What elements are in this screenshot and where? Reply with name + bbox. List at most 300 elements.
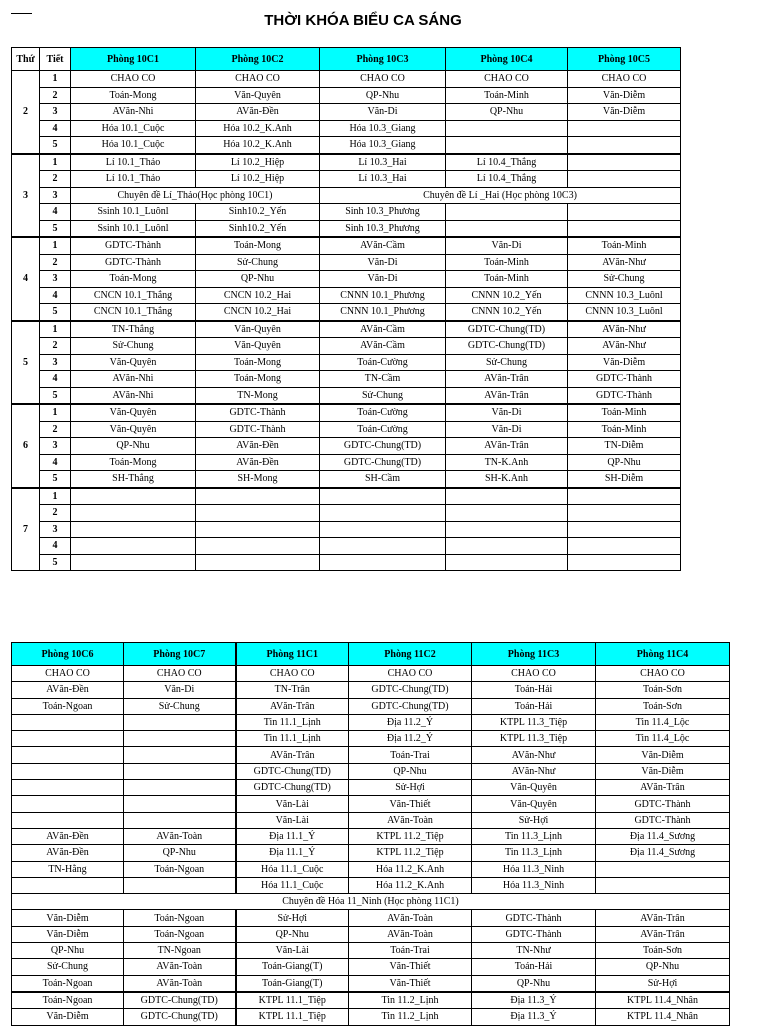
day-cell: 6 bbox=[12, 404, 40, 488]
table-row bbox=[12, 975, 730, 992]
schedule-cell: KTPL 11.4_Nhân bbox=[596, 1009, 730, 1025]
schedule-cell: CHAO CO bbox=[349, 666, 472, 682]
schedule-cell: Toán-Minh bbox=[446, 254, 568, 271]
schedule-cell: Ssinh 10.1_Luônl bbox=[71, 220, 196, 237]
schedule-cell: QP-Nhu bbox=[71, 438, 196, 455]
schedule-cell bbox=[124, 796, 236, 812]
schedule-cell: AVăn-Trân bbox=[596, 926, 730, 942]
schedule-cell: QP-Nhu bbox=[349, 763, 472, 779]
table-row bbox=[12, 861, 730, 877]
schedule-cell: GDTC-Chung(TD) bbox=[446, 321, 568, 338]
schedule-cell: AVăn-Như bbox=[472, 763, 596, 779]
period-cell: 2 bbox=[40, 338, 71, 355]
table-row bbox=[12, 521, 681, 538]
table-row bbox=[12, 731, 730, 747]
header-room: Phòng 10C6 bbox=[12, 643, 124, 666]
schedule-cell bbox=[12, 731, 124, 747]
schedule-cell: Lí 10.1_Thảo bbox=[71, 154, 196, 171]
schedule-cell: Toán-Minh bbox=[568, 421, 681, 438]
schedule-cell bbox=[196, 488, 320, 505]
schedule-cell: Tin 11.2_Lịnh bbox=[349, 1009, 472, 1025]
table-row bbox=[12, 371, 681, 388]
schedule-cell: Toán-Trai bbox=[349, 943, 472, 959]
day-cell: 7 bbox=[12, 488, 40, 571]
period-cell: 2 bbox=[40, 421, 71, 438]
schedule-cell: Hóa 10.1_Cuộc bbox=[71, 120, 196, 137]
schedule-cell: AVăn-Nhi bbox=[71, 387, 196, 404]
period-cell: 5 bbox=[40, 220, 71, 237]
schedule-cell: Toán-Cường bbox=[320, 421, 446, 438]
schedule-cell bbox=[12, 780, 124, 796]
schedule-cell: Văn-Quyên bbox=[196, 338, 320, 355]
schedule-cell: GDTC-Chung(TD) bbox=[236, 763, 349, 779]
period-cell: 5 bbox=[40, 137, 71, 154]
table-row bbox=[12, 354, 681, 371]
schedule-cell: CHAO CO bbox=[596, 666, 730, 682]
schedule-cell: GDTC-Chung(TD) bbox=[446, 338, 568, 355]
schedule-cell: GDTC-Chung(TD) bbox=[236, 780, 349, 796]
schedule-cell: CNCN 10.2_Hai bbox=[196, 304, 320, 321]
schedule-cell: QP-Nhu bbox=[12, 943, 124, 959]
schedule-cell: TN-Hằng bbox=[12, 861, 124, 877]
schedule-cell: Văn-Diễm bbox=[12, 1009, 124, 1025]
schedule-cell bbox=[568, 505, 681, 522]
header-room: Phòng 10C5 bbox=[568, 48, 681, 71]
schedule-cell: CHAO CO bbox=[124, 666, 236, 682]
period-cell: 1 bbox=[40, 321, 71, 338]
schedule-cell: Văn-Di bbox=[320, 254, 446, 271]
schedule-cell: KTPL 11.3_Tiệp bbox=[472, 731, 596, 747]
schedule-cell: Toán-Sơn bbox=[596, 698, 730, 714]
table-row bbox=[12, 220, 681, 237]
table-row bbox=[12, 845, 730, 861]
schedule-cell: AVăn-Đền bbox=[12, 845, 124, 861]
schedule-cell: KTPL 11.1_Tiệp bbox=[236, 1009, 349, 1025]
schedule-cell: AVăn-Trân bbox=[596, 910, 730, 926]
schedule-cell: Văn-Diễm bbox=[568, 354, 681, 371]
schedule-cell: AVăn-Đền bbox=[196, 454, 320, 471]
schedule-cell: Văn-Diễm bbox=[568, 104, 681, 121]
schedule-cell: CHAO CO bbox=[568, 71, 681, 88]
schedule-cell bbox=[446, 488, 568, 505]
schedule-cell: GDTC-Thành bbox=[472, 910, 596, 926]
schedule-cell: SH-Mong bbox=[196, 471, 320, 488]
header-room: Phòng 10C7 bbox=[124, 643, 236, 666]
schedule-cell: CHAO CO bbox=[446, 71, 568, 88]
period-cell: 3 bbox=[40, 438, 71, 455]
schedule-cell: QP-Nhu bbox=[196, 271, 320, 288]
schedule-cell: AVăn-Trân bbox=[446, 371, 568, 388]
schedule-cell: GDTC-Thành bbox=[596, 812, 730, 828]
schedule-cell: Văn-Quyên bbox=[472, 780, 596, 796]
schedule-cell: Địa 11.1_Ý bbox=[236, 845, 349, 861]
table-row bbox=[12, 796, 730, 812]
schedule-cell: Văn-Di bbox=[320, 104, 446, 121]
schedule-cell: Hóa 11.1_Cuộc bbox=[236, 877, 349, 893]
schedule-cell: Văn-Diễm bbox=[596, 747, 730, 763]
period-cell: 2 bbox=[40, 505, 71, 522]
schedule-cell: Sử-Hợi bbox=[472, 812, 596, 828]
schedule-cell: Hóa 10.2_K.Anh bbox=[196, 120, 320, 137]
schedule-cell: QP-Nhu bbox=[446, 104, 568, 121]
schedule-cell: Địa 11.2_Ý bbox=[349, 731, 472, 747]
schedule-cell: Lí 10.4_Thắng bbox=[446, 154, 568, 171]
schedule-cell bbox=[12, 747, 124, 763]
schedule-cell: CHAO CO bbox=[236, 666, 349, 682]
period-cell: 5 bbox=[40, 304, 71, 321]
schedule-cell: QP-Nhu bbox=[124, 845, 236, 861]
schedule-cell: Toán-Minh bbox=[568, 237, 681, 254]
schedule-cell: Toán-Hải bbox=[472, 698, 596, 714]
table-row bbox=[12, 387, 681, 404]
schedule-cell bbox=[568, 521, 681, 538]
schedule-cell: CHAO CO bbox=[320, 71, 446, 88]
schedule-cell: Hóa 10.3_Giang bbox=[320, 120, 446, 137]
header-day: Thứ bbox=[12, 48, 40, 71]
schedule-cell: QP-Nhu bbox=[236, 926, 349, 942]
schedule-cell: Toán-Mong bbox=[196, 371, 320, 388]
schedule-cell: Văn-Quyên bbox=[71, 404, 196, 421]
schedule-cell bbox=[124, 812, 236, 828]
table-row bbox=[12, 894, 730, 910]
schedule-cell: Sinh 10.3_Phương bbox=[320, 220, 446, 237]
schedule-cell bbox=[124, 747, 236, 763]
schedule-cell: QP-Nhu bbox=[320, 87, 446, 104]
schedule-cell: Văn-Quyên bbox=[196, 321, 320, 338]
schedule-cell bbox=[12, 796, 124, 812]
schedule-cell: QP-Nhu bbox=[596, 959, 730, 975]
period-cell: 4 bbox=[40, 287, 71, 304]
schedule-cell: AVăn-Nhi bbox=[71, 371, 196, 388]
schedule-cell: GDTC-Thành bbox=[71, 237, 196, 254]
schedule-cell: Văn-Di bbox=[124, 682, 236, 698]
schedule-cell: Hóa 11.2_K.Anh bbox=[349, 861, 472, 877]
schedule-cell bbox=[596, 861, 730, 877]
schedule-cell: SH-Cầm bbox=[320, 471, 446, 488]
period-cell: 4 bbox=[40, 371, 71, 388]
table-header-row bbox=[12, 48, 681, 71]
schedule-cell: TN-Như bbox=[472, 943, 596, 959]
schedule-cell: Sinh10.2_Yến bbox=[196, 220, 320, 237]
schedule-cell: AVăn-Trân bbox=[446, 438, 568, 455]
period-cell: 5 bbox=[40, 387, 71, 404]
schedule-cell: GDTC-Thành bbox=[568, 371, 681, 388]
schedule-cell bbox=[71, 521, 196, 538]
schedule-cell: AVăn-Đền bbox=[196, 104, 320, 121]
schedule-cell: TN-Thắng bbox=[71, 321, 196, 338]
schedule-cell: Sinh 10.3_Phương bbox=[320, 204, 446, 221]
schedule-cell bbox=[71, 505, 196, 522]
schedule-cell: Hóa 10.1_Cuộc bbox=[71, 137, 196, 154]
schedule-cell: Sử-Hợi bbox=[596, 975, 730, 992]
schedule-cell: Toán-Ngoan bbox=[124, 861, 236, 877]
schedule-cell: AVăn-Toàn bbox=[349, 812, 472, 828]
schedule-cell bbox=[196, 521, 320, 538]
schedule-cell: GDTC-Chung(TD) bbox=[320, 454, 446, 471]
header-room: Phòng 11C1 bbox=[236, 643, 349, 666]
table-row bbox=[12, 421, 681, 438]
schedule-cell: Địa 11.2_Ý bbox=[349, 714, 472, 730]
schedule-cell bbox=[12, 714, 124, 730]
schedule-cell: Toán-Giang(T) bbox=[236, 975, 349, 992]
schedule-cell: QP-Nhu bbox=[568, 454, 681, 471]
schedule-cell: Toán-Minh bbox=[446, 87, 568, 104]
table-row bbox=[12, 404, 681, 421]
table-row bbox=[12, 959, 730, 975]
schedule-cell: Văn-Lài bbox=[236, 812, 349, 828]
schedule-cell bbox=[12, 812, 124, 828]
table-row bbox=[12, 154, 681, 171]
schedule-cell: Sử-Hợi bbox=[236, 910, 349, 926]
table-row bbox=[12, 87, 681, 104]
merged-cell: Chuyên đề Lí_Thảo(Học phòng 10C1) bbox=[71, 187, 320, 204]
schedule-cell: Toán-Cường bbox=[320, 404, 446, 421]
day-cell: 4 bbox=[12, 237, 40, 321]
period-cell: 3 bbox=[40, 521, 71, 538]
schedule-cell: AVăn-Toàn bbox=[124, 959, 236, 975]
schedule-cell: AVăn-Toàn bbox=[124, 975, 236, 992]
schedule-cell: Văn-Quyên bbox=[71, 354, 196, 371]
schedule-cell: Toán-Ngoan bbox=[12, 975, 124, 992]
table-row bbox=[12, 763, 730, 779]
table-row bbox=[12, 910, 730, 926]
schedule-cell: AVăn-Nhi bbox=[71, 104, 196, 121]
schedule-cell: KTPL 11.1_Tiệp bbox=[236, 992, 349, 1009]
schedule-cell: Địa 11.3_Ý bbox=[472, 992, 596, 1009]
table-row bbox=[12, 137, 681, 154]
schedule-cell: TN-Mong bbox=[196, 387, 320, 404]
table-row bbox=[12, 698, 730, 714]
schedule-cell: CNCN 10.1_Thắng bbox=[71, 287, 196, 304]
schedule-cell: AVăn-Trân bbox=[236, 747, 349, 763]
period-cell: 1 bbox=[40, 154, 71, 171]
schedule-cell: AVăn-Cầm bbox=[320, 237, 446, 254]
schedule-cell: Văn-Diễm bbox=[12, 910, 124, 926]
schedule-cell: CNCN 10.2_Hai bbox=[196, 287, 320, 304]
header-room: Phòng 11C4 bbox=[596, 643, 730, 666]
schedule-cell: Văn-Lài bbox=[236, 796, 349, 812]
schedule-cell: AVăn-Toàn bbox=[349, 926, 472, 942]
schedule-cell bbox=[12, 877, 124, 893]
schedule-cell: GDTC-Chung(TD) bbox=[349, 698, 472, 714]
schedule-cell bbox=[446, 120, 568, 137]
schedule-cell bbox=[446, 220, 568, 237]
schedule-cell bbox=[446, 505, 568, 522]
period-cell: 3 bbox=[40, 187, 71, 204]
table-row bbox=[12, 877, 730, 893]
table-row bbox=[12, 321, 681, 338]
schedule-cell: KTPL 11.2_Tiệp bbox=[349, 828, 472, 844]
period-cell: 4 bbox=[40, 454, 71, 471]
table-row bbox=[12, 338, 681, 355]
schedule-cell: Tin 11.4_Lộc bbox=[596, 714, 730, 730]
merged-cell: Chuyên đề Hóa 11_Ninh (Học phòng 11C1) bbox=[12, 894, 730, 910]
table-row bbox=[12, 812, 730, 828]
period-cell: 4 bbox=[40, 120, 71, 137]
table-row bbox=[12, 471, 681, 488]
schedule-cell: Hóa 11.3_Ninh bbox=[472, 861, 596, 877]
schedule-cell bbox=[124, 877, 236, 893]
schedule-cell: KTPL 11.4_Nhân bbox=[596, 992, 730, 1009]
schedule-cell: GDTC-Chung(TD) bbox=[124, 992, 236, 1009]
schedule-cell bbox=[446, 137, 568, 154]
schedule-cell: Lí 10.3_Hai bbox=[320, 171, 446, 188]
schedule-cell: AVăn-Đền bbox=[12, 682, 124, 698]
schedule-cell: KTPL 11.2_Tiệp bbox=[349, 845, 472, 861]
schedule-cell: Hóa 10.2_K.Anh bbox=[196, 137, 320, 154]
schedule-cell: Toán-Mong bbox=[196, 354, 320, 371]
schedule-cell: TN-Diễm bbox=[568, 438, 681, 455]
schedule-cell: Văn-Diễm bbox=[12, 926, 124, 942]
schedule-cell: CNNN 10.1_Phương bbox=[320, 304, 446, 321]
schedule-cell: AVăn-Trân bbox=[236, 698, 349, 714]
day-cell: 5 bbox=[12, 321, 40, 405]
schedule-cell: Địa 11.4_Sương bbox=[596, 845, 730, 861]
schedule-cell: Văn-Thiết bbox=[349, 796, 472, 812]
schedule-cell: AVăn-Toàn bbox=[124, 828, 236, 844]
schedule-cell bbox=[568, 154, 681, 171]
schedule-cell bbox=[320, 538, 446, 555]
table-row bbox=[12, 666, 730, 682]
schedule-cell: Toán-Hải bbox=[472, 959, 596, 975]
period-cell: 2 bbox=[40, 87, 71, 104]
schedule-cell: AVăn-Đền bbox=[12, 828, 124, 844]
header-room: Phòng 10C4 bbox=[446, 48, 568, 71]
schedule-cell: GDTC-Thành bbox=[196, 421, 320, 438]
period-cell: 3 bbox=[40, 104, 71, 121]
schedule-cell: Toán-Ngoan bbox=[124, 910, 236, 926]
period-cell: 3 bbox=[40, 271, 71, 288]
schedule-cell bbox=[568, 204, 681, 221]
schedule-cell: Toán-Mong bbox=[71, 271, 196, 288]
schedule-cell: Ssinh 10.1_Luônl bbox=[71, 204, 196, 221]
schedule-cell: Tin 11.3_Lịnh bbox=[472, 845, 596, 861]
header-room: Phòng 11C3 bbox=[472, 643, 596, 666]
schedule-cell: Toán-Cường bbox=[320, 354, 446, 371]
table-row bbox=[12, 171, 681, 188]
schedule-cell bbox=[71, 538, 196, 555]
schedule-cell bbox=[446, 554, 568, 571]
schedule-cell: CNNN 10.3_Luônl bbox=[568, 304, 681, 321]
schedule-cell bbox=[196, 538, 320, 555]
schedule-cell: Toán-Ngoan bbox=[124, 926, 236, 942]
schedule-cell: Lí 10.4_Thắng bbox=[446, 171, 568, 188]
schedule-cell: SH-K.Anh bbox=[446, 471, 568, 488]
schedule-cell: Toán-Hải bbox=[472, 682, 596, 698]
table-row bbox=[12, 104, 681, 121]
table-row bbox=[12, 714, 730, 730]
schedule-cell: TN-Trân bbox=[236, 682, 349, 698]
schedule-cell: Văn-Quyên bbox=[71, 421, 196, 438]
header-room: Phòng 10C3 bbox=[320, 48, 446, 71]
table-row bbox=[12, 505, 681, 522]
schedule-cell: AVăn-Như bbox=[568, 254, 681, 271]
schedule-cell: Lí 10.2_Hiệp bbox=[196, 171, 320, 188]
schedule-cell: Địa 11.3_Ý bbox=[472, 1009, 596, 1025]
schedule-cell: Tin 11.4_Lộc bbox=[596, 731, 730, 747]
table-row bbox=[12, 926, 730, 942]
schedule-cell: Toán-Mong bbox=[196, 237, 320, 254]
table-row bbox=[12, 682, 730, 698]
schedule-cell: CHAO CO bbox=[196, 71, 320, 88]
schedule-cell: AVăn-Như bbox=[568, 338, 681, 355]
schedule-cell: Tin 11.3_Lịnh bbox=[472, 828, 596, 844]
schedule-cell bbox=[124, 780, 236, 796]
schedule-cell: Toán-Ngoan bbox=[12, 698, 124, 714]
schedule-cell: Sinh10.2_Yến bbox=[196, 204, 320, 221]
schedule-cell: Tin 11.1_Lịnh bbox=[236, 714, 349, 730]
day-cell: 2 bbox=[12, 71, 40, 154]
schedule-cell: Văn-Thiết bbox=[349, 975, 472, 992]
schedule-table-grade10 bbox=[11, 47, 681, 571]
schedule-cell: SH-Thắng bbox=[71, 471, 196, 488]
period-cell: 2 bbox=[40, 254, 71, 271]
schedule-cell: Sử-Chung bbox=[568, 271, 681, 288]
schedule-cell: Sử-Chung bbox=[196, 254, 320, 271]
table-row bbox=[12, 943, 730, 959]
schedule-cell: AVăn-Như bbox=[568, 321, 681, 338]
schedule-cell: Sử-Chung bbox=[71, 338, 196, 355]
schedule-cell bbox=[124, 731, 236, 747]
schedule-cell: Toán-Sơn bbox=[596, 682, 730, 698]
page-title: THỜI KHÓA BIỂU CA SÁNG bbox=[264, 12, 462, 29]
schedule-cell bbox=[568, 220, 681, 237]
table-row bbox=[12, 488, 681, 505]
table-row bbox=[12, 237, 681, 254]
schedule-cell: Toán-Mong bbox=[71, 87, 196, 104]
schedule-cell: GDTC-Thành bbox=[472, 926, 596, 942]
schedule-cell: Sử-Chung bbox=[12, 959, 124, 975]
table-row bbox=[12, 271, 681, 288]
period-cell: 1 bbox=[40, 71, 71, 88]
schedule-cell: Hóa 11.2_K.Anh bbox=[349, 877, 472, 893]
header-room: Phòng 11C2 bbox=[349, 643, 472, 666]
schedule-cell: Văn-Thiết bbox=[349, 959, 472, 975]
schedule-cell: CHAO CO bbox=[12, 666, 124, 682]
period-cell: 2 bbox=[40, 171, 71, 188]
table-row bbox=[12, 780, 730, 796]
header-room: Phòng 10C1 bbox=[71, 48, 196, 71]
header-period: Tiết bbox=[40, 48, 71, 71]
schedule-cell: GDTC-Thành bbox=[71, 254, 196, 271]
schedule-cell: GDTC-Thành bbox=[196, 404, 320, 421]
period-cell: 4 bbox=[40, 204, 71, 221]
schedule-cell: Tin 11.1_Lịnh bbox=[236, 731, 349, 747]
header-room: Phòng 10C2 bbox=[196, 48, 320, 71]
schedule-cell: Toán-Minh bbox=[446, 271, 568, 288]
table-row bbox=[12, 828, 730, 844]
schedule-cell bbox=[568, 488, 681, 505]
schedule-cell bbox=[71, 554, 196, 571]
schedule-cell: GDTC-Chung(TD) bbox=[124, 1009, 236, 1025]
table-row bbox=[12, 554, 681, 571]
schedule-cell: AVăn-Như bbox=[472, 747, 596, 763]
schedule-cell bbox=[568, 538, 681, 555]
schedule-cell: CHAO CO bbox=[71, 71, 196, 88]
schedule-cell: CNCN 10.1_Thắng bbox=[71, 304, 196, 321]
schedule-cell: Văn-Di bbox=[446, 421, 568, 438]
schedule-cell: Lí 10.1_Thảo bbox=[71, 171, 196, 188]
schedule-cell: Địa 11.4_Sương bbox=[596, 828, 730, 844]
schedule-cell: Toán-Sơn bbox=[596, 943, 730, 959]
schedule-cell: CNNN 10.2_Yến bbox=[446, 304, 568, 321]
schedule-cell: Địa 11.1_Ý bbox=[236, 828, 349, 844]
day-cell: 3 bbox=[12, 154, 40, 238]
schedule-cell: CNNN 10.2_Yến bbox=[446, 287, 568, 304]
schedule-cell bbox=[12, 763, 124, 779]
schedule-cell: GDTC-Thành bbox=[568, 387, 681, 404]
schedule-cell bbox=[596, 877, 730, 893]
